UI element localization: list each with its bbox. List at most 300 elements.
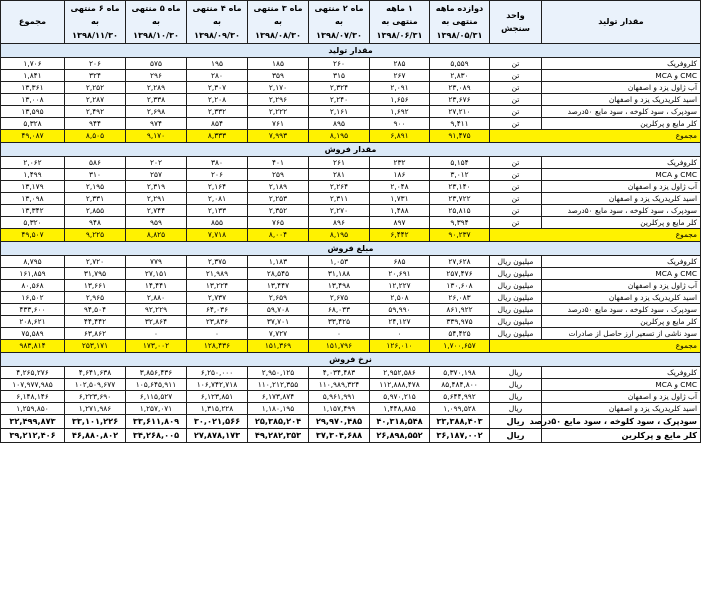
total-value-cell: ۶,۴۴۲ [370, 229, 430, 242]
total-value-cell: ۱۲۶,۰۱۰ [370, 340, 430, 353]
table-row [1, 157, 701, 169]
value-cell: ۵۹,۹۹۰ [370, 304, 430, 316]
value-cell: ۶,۱۷۳,۸۷۴ [248, 391, 309, 403]
total-value-cell: ۹,۲۲۵ [65, 229, 126, 242]
value-cell: ۵۷۵ [126, 58, 187, 70]
row-label: CMC و MCA [542, 268, 701, 280]
value-cell: ۲۶,۰۸۳ [430, 292, 490, 304]
value-cell: ۱,۱۵۷,۴۹۹ [309, 403, 370, 415]
value-cell: ۳۷,۷۰۱ [248, 316, 309, 328]
value-cell: ۲۸۰ [187, 70, 248, 82]
value-cell: ۲,۲۵۳ [248, 193, 309, 205]
total-label: مجموع [490, 340, 701, 353]
row-unit: ریال [490, 367, 542, 379]
value-cell: ۲۸۱ [309, 169, 370, 181]
value-cell: ۵,۹۶۱,۹۹۱ [309, 391, 370, 403]
value-cell: ۲,۹۶۵ [65, 292, 126, 304]
value-cell: ۳۲,۸۶۴ [126, 316, 187, 328]
value-cell: ۱۳,۳۶۱ [1, 82, 65, 94]
table-row [1, 193, 701, 205]
total-label: مجموع [490, 229, 701, 242]
value-cell: ۱۶۱,۸۵۹ [1, 268, 65, 280]
value-cell: ۲,۹۵۲,۵۸۶ [370, 367, 430, 379]
value-cell: ۶۸,۰۳۳ [309, 304, 370, 316]
value-cell: ۱,۷۳۱ [370, 193, 430, 205]
row-label: کلروفریک [542, 58, 701, 70]
header-month-5: ماه ۵ منتهی به ۱۳۹۸/۱۰/۳۰ [126, 1, 187, 44]
total-value-cell: ۶,۸۹۱ [370, 130, 430, 143]
value-cell: ۱,۱۸۳ [248, 256, 309, 268]
row-unit: تن [490, 58, 542, 70]
value-cell: ۲۹,۹۷۰,۴۸۵ [309, 415, 370, 429]
value-cell: ۱,۱۸۰,۱۹۵ [248, 403, 309, 415]
total-value-cell: ۲۵۳,۱۷۱ [65, 340, 126, 353]
value-cell: ۲۰۶ [187, 169, 248, 181]
value-cell: ۲۹۶ [126, 70, 187, 82]
value-cell: ۰ [187, 328, 248, 340]
row-unit: تن [490, 106, 542, 118]
value-cell: ۱,۳۱۵,۲۲۸ [187, 403, 248, 415]
table-row [1, 391, 701, 403]
value-cell: ۲۵,۳۸۵,۲۰۴ [248, 415, 309, 429]
table-row [1, 415, 701, 429]
value-cell: ۶,۱۴۸,۱۴۶ [1, 391, 65, 403]
table-row [1, 379, 701, 391]
value-cell: ۲,۱۹۵ [65, 181, 126, 193]
value-cell: ۲,۶۹۸ [126, 106, 187, 118]
value-cell: ۲,۶۷۵ [309, 292, 370, 304]
row-label: اسید کلریدریک یزد و اصفهان [542, 94, 701, 106]
value-cell: ۱۳,۴۴۷ [248, 280, 309, 292]
value-cell: ۱,۴۹۹ [1, 169, 65, 181]
value-cell: ۱۰۶,۷۴۲,۷۱۸ [187, 379, 248, 391]
row-label: سود ناشی از تسعیر ارز حاصل از صادرات [542, 328, 701, 340]
value-cell: ۰ [309, 328, 370, 340]
value-cell: ۲۳,۰۸۹ [430, 82, 490, 94]
value-cell: ۵,۹۷۰,۲۱۵ [370, 391, 430, 403]
row-unit: تن [490, 118, 542, 130]
value-cell: ۱۱۰,۹۸۹,۳۲۴ [309, 379, 370, 391]
value-cell: ۶,۲۲۳,۶۹۰ [65, 391, 126, 403]
value-cell: ۲,۲۰۸ [187, 94, 248, 106]
value-cell: ۲۰۲ [126, 157, 187, 169]
value-cell: ۱,۲۷۱,۹۸۶ [65, 403, 126, 415]
row-label: CMC و MCA [542, 70, 701, 82]
row-unit: میلیون ریال [490, 256, 542, 268]
value-cell: ۱۳,۱۷۹ [1, 181, 65, 193]
value-cell: ۰ [370, 328, 430, 340]
value-cell: ۲۵۹ [248, 169, 309, 181]
value-cell: ۲۶۱ [309, 157, 370, 169]
total-value-cell: ۹,۱۷۰ [126, 130, 187, 143]
row-label: اسید کلریدریک یزد و اصفهان [542, 292, 701, 304]
value-cell: ۵۹,۷۰۸ [248, 304, 309, 316]
table-row [1, 268, 701, 280]
value-cell: ۴۰۱ [248, 157, 309, 169]
value-cell: ۲,۲۹۱ [126, 193, 187, 205]
row-unit: میلیون ریال [490, 328, 542, 340]
table-row [1, 70, 701, 82]
total-value-cell: ۸,۸۲۵ [126, 229, 187, 242]
value-cell: ۶۳,۸۶۲ [65, 328, 126, 340]
value-cell: ۱,۲۵۹,۸۵۰ [1, 403, 65, 415]
value-cell: ۱,۶۹۲ [370, 106, 430, 118]
value-cell: ۲۳,۱۴۰ [430, 181, 490, 193]
value-cell: ۲,۰۴۸ [370, 181, 430, 193]
row-unit: تن [490, 70, 542, 82]
value-cell: ۶,۱۲۳,۸۵۱ [187, 391, 248, 403]
row-unit: ریال [490, 391, 542, 403]
row-unit: تن [490, 169, 542, 181]
value-cell: ۱,۸۴۱ [1, 70, 65, 82]
row-unit: تن [490, 193, 542, 205]
value-cell: ۱۳۰,۶۰۸ [430, 280, 490, 292]
total-value-cell: ۱,۷۰۰,۶۵۷ [430, 340, 490, 353]
value-cell: ۵,۳۷۰,۱۹۸ [430, 367, 490, 379]
value-cell: ۹۴۸ [65, 217, 126, 229]
value-cell: ۲,۱۸۹ [248, 181, 309, 193]
value-cell: ۳۸۰ [187, 157, 248, 169]
value-cell: ۲,۳۰۷ [187, 82, 248, 94]
total-value-cell: ۱۵۱,۷۹۶ [309, 340, 370, 353]
value-cell: ۱,۴۴۸,۸۸۵ [370, 403, 430, 415]
section-header-row [1, 242, 701, 256]
value-cell: ۲,۷۴۴ [126, 205, 187, 217]
value-cell: ۲,۳۷۵ [187, 256, 248, 268]
value-cell: ۱,۴۸۸ [370, 205, 430, 217]
value-cell: ۳۶,۱۸۷,۰۰۲ [430, 429, 490, 443]
value-cell: ۳۲۴ [65, 70, 126, 82]
value-cell: ۱۳,۶۶۱ [65, 280, 126, 292]
value-cell: ۰ [126, 328, 187, 340]
section-header-row [1, 353, 701, 367]
section-title: مبلغ فروش [1, 242, 701, 256]
value-cell: ۲۳,۷۲۲ [430, 193, 490, 205]
value-cell: ۱۸۵ [248, 58, 309, 70]
value-cell: ۱۳,۰۹۸ [1, 193, 65, 205]
value-cell: ۷۵,۵۸۹ [1, 328, 65, 340]
value-cell: ۲۰۸,۶۲۱ [1, 316, 65, 328]
header-row [1, 1, 701, 44]
value-cell: ۲,۱۶۴ [187, 181, 248, 193]
table-row [1, 106, 701, 118]
value-cell: ۲۷,۸۷۸,۱۷۳ [187, 429, 248, 443]
row-unit: تن [490, 205, 542, 217]
value-cell: ۲,۴۹۲ [65, 106, 126, 118]
value-cell: ۲۶۷ [370, 70, 430, 82]
row-label: کلر مایع و پرکلرین [542, 118, 701, 130]
value-cell: ۲,۲۷۰ [309, 205, 370, 217]
value-cell: ۱۰۷,۹۷۷,۹۸۵ [1, 379, 65, 391]
value-cell: ۸۹۶ [309, 217, 370, 229]
row-unit: تن [490, 94, 542, 106]
table-row [1, 256, 701, 268]
value-cell: ۲۷,۶۲۸ [430, 256, 490, 268]
value-cell: ۶,۲۵۰,۰۰۰ [187, 367, 248, 379]
value-cell: ۲۸,۵۴۵ [248, 268, 309, 280]
header-product: مقدار تولید [542, 1, 701, 44]
value-cell: ۸۵,۴۸۴,۸۰۰ [430, 379, 490, 391]
value-cell: ۱۳,۳۴۲ [1, 205, 65, 217]
value-cell: ۱۱۰,۲۱۲,۳۵۵ [248, 379, 309, 391]
value-cell: ۵,۶۴۴,۹۹۲ [430, 391, 490, 403]
row-unit: میلیون ریال [490, 268, 542, 280]
table-row [1, 280, 701, 292]
value-cell: ۸۹۷ [370, 217, 430, 229]
value-cell: ۹۴,۵۰۴ [65, 304, 126, 316]
value-cell: ۳۵۹ [248, 70, 309, 82]
value-cell: ۶۴,۰۳۶ [187, 304, 248, 316]
total-value-cell: ۹۱,۴۷۵ [430, 130, 490, 143]
value-cell: ۳۰,۰۲۱,۵۶۶ [187, 415, 248, 429]
row-label: CMC و MCA [542, 379, 701, 391]
value-cell: ۹۰۰ [370, 118, 430, 130]
value-cell: ۱۱۲,۸۸۸,۴۷۸ [370, 379, 430, 391]
value-cell: ۳,۸۵۶,۴۳۶ [126, 367, 187, 379]
row-label: اسید کلریدریک یزد و اصفهان [542, 403, 701, 415]
value-cell: ۳۹,۲۱۲,۴۰۶ [1, 429, 65, 443]
value-cell: ۲,۲۹۶ [248, 94, 309, 106]
value-cell: ۲,۱۷۰ [248, 82, 309, 94]
value-cell: ۲,۳۳۲ [187, 106, 248, 118]
value-cell: ۹۴۴ [65, 118, 126, 130]
value-cell: ۲,۳۵۲ [248, 205, 309, 217]
total-label: مجموع [490, 130, 701, 143]
table-row [1, 429, 701, 443]
value-cell: ۲,۰۹۱ [370, 82, 430, 94]
value-cell: ۱۳,۲۲۴ [187, 280, 248, 292]
value-cell: ۲۸۵ [370, 58, 430, 70]
header-month-3: ماه ۳ منتهی به ۱۳۹۸/۰۸/۳۰ [248, 1, 309, 44]
value-cell: ۱,۰۵۳ [309, 256, 370, 268]
value-cell: ۷۶۱ [248, 118, 309, 130]
row-unit: تن [490, 217, 542, 229]
row-unit: میلیون ریال [490, 292, 542, 304]
value-cell: ۴۶,۸۸۰,۸۰۲ [65, 429, 126, 443]
table-row [1, 169, 701, 181]
value-cell: ۳۳,۴۲۵ [309, 316, 370, 328]
row-label: کلروفریک [542, 367, 701, 379]
row-label: کلروفریک [542, 157, 701, 169]
header-twelve-month: دوازده ماهه منتهی به ۱۳۹۸/۰۵/۳۱ [430, 1, 490, 44]
row-unit: تن [490, 157, 542, 169]
row-unit: میلیون ریال [490, 280, 542, 292]
table-row [1, 328, 701, 340]
total-row [1, 229, 701, 242]
row-label: آب ژاول یزد و اصفهان [542, 82, 701, 94]
value-cell: ۱۰۵,۶۴۵,۹۱۱ [126, 379, 187, 391]
row-unit: ریال [490, 403, 542, 415]
table-row [1, 205, 701, 217]
table-row [1, 292, 701, 304]
header-month-4: ماه ۴ منتهی به ۱۳۹۸/۰۹/۳۰ [187, 1, 248, 44]
total-value-cell: ۹۸۳,۸۱۴ [1, 340, 65, 353]
value-cell: ۲,۰۸۱ [187, 193, 248, 205]
value-cell: ۱,۷۰۶ [1, 58, 65, 70]
header-month-6: ماه ۶ منتهی به ۱۳۹۸/۱۱/۳۰ [65, 1, 126, 44]
value-cell: ۲۶۰ [309, 58, 370, 70]
table-row [1, 217, 701, 229]
value-cell: ۱,۶۵۶ [370, 94, 430, 106]
value-cell: ۲۳,۶۷۶ [430, 94, 490, 106]
value-cell: ۸۵۴ [187, 118, 248, 130]
total-value-cell: ۸,۳۳۳ [187, 130, 248, 143]
value-cell: ۱۴,۴۴۱ [126, 280, 187, 292]
row-label: کلروفریک [542, 256, 701, 268]
value-cell: ۲,۷۲۰ [65, 256, 126, 268]
table-row [1, 403, 701, 415]
table-row [1, 316, 701, 328]
row-unit: ریال [490, 429, 542, 443]
value-cell: ۳۱۵ [309, 70, 370, 82]
value-cell: ۳۱,۱۸۸ [309, 268, 370, 280]
value-cell: ۲,۲۸۷ [65, 94, 126, 106]
total-row [1, 130, 701, 143]
value-cell: ۳۳۹,۹۷۵ [430, 316, 490, 328]
value-cell: ۱۰۲,۵۰۹,۶۷۷ [65, 379, 126, 391]
value-cell: ۲۴,۱۲۷ [370, 316, 430, 328]
value-cell: ۵۴,۴۲۵ [430, 328, 490, 340]
value-cell: ۴۰,۳۱۸,۵۴۸ [370, 415, 430, 429]
row-unit: تن [490, 82, 542, 94]
value-cell: ۲,۳۳۸ [126, 94, 187, 106]
total-value-cell: ۹۰,۲۳۷ [430, 229, 490, 242]
row-label: سودپرک ، سود کلوخه ، سود مایع ۵۰درصد [542, 106, 701, 118]
value-cell: ۲۰,۶۹۱ [370, 268, 430, 280]
value-cell: ۹,۴۱۱ [430, 118, 490, 130]
value-cell: ۶۸۵ [370, 256, 430, 268]
value-cell: ۸۶۱,۹۲۲ [430, 304, 490, 316]
row-unit: میلیون ریال [490, 304, 542, 316]
header-unit: واحد سنجش [490, 1, 542, 44]
value-cell: ۲,۳۳۱ [65, 193, 126, 205]
value-cell: ۲,۹۵۰,۱۲۵ [248, 367, 309, 379]
value-cell: ۳۳,۶۱۱,۸۰۹ [126, 415, 187, 429]
value-cell: ۸۵۵ [187, 217, 248, 229]
row-unit: ریال [490, 415, 542, 429]
value-cell: ۲,۸۳۰ [430, 70, 490, 82]
row-unit: ریال [490, 379, 542, 391]
value-cell: ۱۳,۵۹۵ [1, 106, 65, 118]
header-month-2: ماه ۲ منتهی به ۱۳۹۸/۰۷/۳۰ [309, 1, 370, 44]
total-row [1, 340, 701, 353]
row-unit: میلیون ریال [490, 316, 542, 328]
row-label: کلر مایع و پرکلرین [542, 217, 701, 229]
value-cell: ۲۰۶ [65, 58, 126, 70]
value-cell: ۱۳,۴۹۸ [309, 280, 370, 292]
value-cell: ۸۹۵ [309, 118, 370, 130]
table-row [1, 367, 701, 379]
row-label: سودپرک ، سود کلوخه ، سود مایع ۵۰درصد [542, 205, 701, 217]
value-cell: ۸,۷۹۵ [1, 256, 65, 268]
row-label: CMC و MCA [542, 169, 701, 181]
value-cell: ۶,۱۱۵,۵۲۷ [126, 391, 187, 403]
value-cell: ۲۵,۸۱۵ [430, 205, 490, 217]
total-value-cell: ۸,۱۹۵ [309, 229, 370, 242]
value-cell: ۳۷,۳۰۴,۶۸۸ [309, 429, 370, 443]
row-label: کلر مایع و پرکلرین [542, 429, 701, 443]
total-value-cell: ۴۹,۵۰۷ [1, 229, 65, 242]
total-value-cell: ۴۹,۰۸۷ [1, 130, 65, 143]
value-cell: ۵,۳۲۸ [1, 118, 65, 130]
value-cell: ۲,۱۳۳ [187, 205, 248, 217]
section-title: مقدار تولید [1, 44, 701, 58]
value-cell: ۳۱,۷۹۵ [65, 268, 126, 280]
row-label: سودپرک ، سود کلوخه ، سود مایع ۵۰درصد [542, 415, 701, 429]
value-cell: ۲,۰۶۲ [1, 157, 65, 169]
table-row [1, 94, 701, 106]
table-row [1, 304, 701, 316]
section-title: مقدار فروش [1, 143, 701, 157]
value-cell: ۲۳,۸۳۶ [187, 316, 248, 328]
row-label: آب ژاول یزد و اصفهان [542, 280, 701, 292]
header-month-1: ۱ ماهه منتهی به ۱۳۹۸/۰۶/۳۱ [370, 1, 430, 44]
value-cell: ۴۹,۲۸۲,۳۵۳ [248, 429, 309, 443]
value-cell: ۲,۲۸۹ [126, 82, 187, 94]
value-cell: ۱۹۵ [187, 58, 248, 70]
table-row [1, 181, 701, 193]
value-cell: ۳۳,۱۰۱,۲۲۶ [65, 415, 126, 429]
value-cell: ۳۲,۴۹۹,۸۷۳ [1, 415, 65, 429]
value-cell: ۷,۷۲۷ [248, 328, 309, 340]
value-cell: ۲,۵۰۸ [370, 292, 430, 304]
value-cell: ۸۰,۵۶۸ [1, 280, 65, 292]
value-cell: ۲۶,۸۹۸,۵۵۲ [370, 429, 430, 443]
value-cell: ۱۲,۲۲۷ [370, 280, 430, 292]
value-cell: ۹۷۴ [126, 118, 187, 130]
value-cell: ۴,۲۶۵,۲۷۶ [1, 367, 65, 379]
value-cell: ۲,۶۵۹ [248, 292, 309, 304]
value-cell: ۲,۳۱۹ [126, 181, 187, 193]
value-cell: ۱۸۶ [370, 169, 430, 181]
value-cell: ۱۳,۰۰۸ [1, 94, 65, 106]
value-cell: ۲,۲۵۲ [65, 82, 126, 94]
row-label: کلر مایع و پرکلرین [542, 316, 701, 328]
value-cell: ۲۵۷ [126, 169, 187, 181]
total-value-cell: ۸,۵۰۵ [65, 130, 126, 143]
value-cell: ۴۴,۴۴۲ [65, 316, 126, 328]
total-value-cell: ۱۷۳,۰۰۲ [126, 340, 187, 353]
value-cell: ۲۳۲ [370, 157, 430, 169]
value-cell: ۳۳,۳۸۸,۴۰۳ [430, 415, 490, 429]
value-cell: ۲۱,۹۸۹ [187, 268, 248, 280]
total-value-cell: ۷,۷۱۸ [187, 229, 248, 242]
value-cell: ۳,۰۱۲ [430, 169, 490, 181]
value-cell: ۱۶,۵۰۲ [1, 292, 65, 304]
value-cell: ۳۴,۲۶۸,۰۰۵ [126, 429, 187, 443]
value-cell: ۲,۸۸۰ [126, 292, 187, 304]
total-value-cell: ۸,۱۹۵ [309, 130, 370, 143]
section-header-row [1, 44, 701, 58]
row-label: سودپرک ، سود کلوخه ، سود مایع ۵۰درصد [542, 304, 701, 316]
value-cell: ۲,۲۴۰ [309, 94, 370, 106]
value-cell: ۲,۱۶۱ [309, 106, 370, 118]
value-cell: ۵,۱۵۴ [430, 157, 490, 169]
value-cell: ۵,۵۵۹ [430, 58, 490, 70]
value-cell: ۴۳۳,۶۰۰ [1, 304, 65, 316]
value-cell: ۹۲,۲۲۹ [126, 304, 187, 316]
table-body [1, 1, 701, 443]
value-cell: ۲,۳۲۴ [309, 82, 370, 94]
table-row [1, 82, 701, 94]
value-cell: ۲۵۷,۴۷۶ [430, 268, 490, 280]
value-cell: ۹۵۹ [126, 217, 187, 229]
total-value-cell: ۸,۰۰۴ [248, 229, 309, 242]
row-label: آب ژاول یزد و اصفهان [542, 391, 701, 403]
header-total: مجموع [1, 1, 65, 44]
value-cell: ۱,۲۵۷,۰۷۱ [126, 403, 187, 415]
value-cell: ۲۷,۱۵۱ [126, 268, 187, 280]
